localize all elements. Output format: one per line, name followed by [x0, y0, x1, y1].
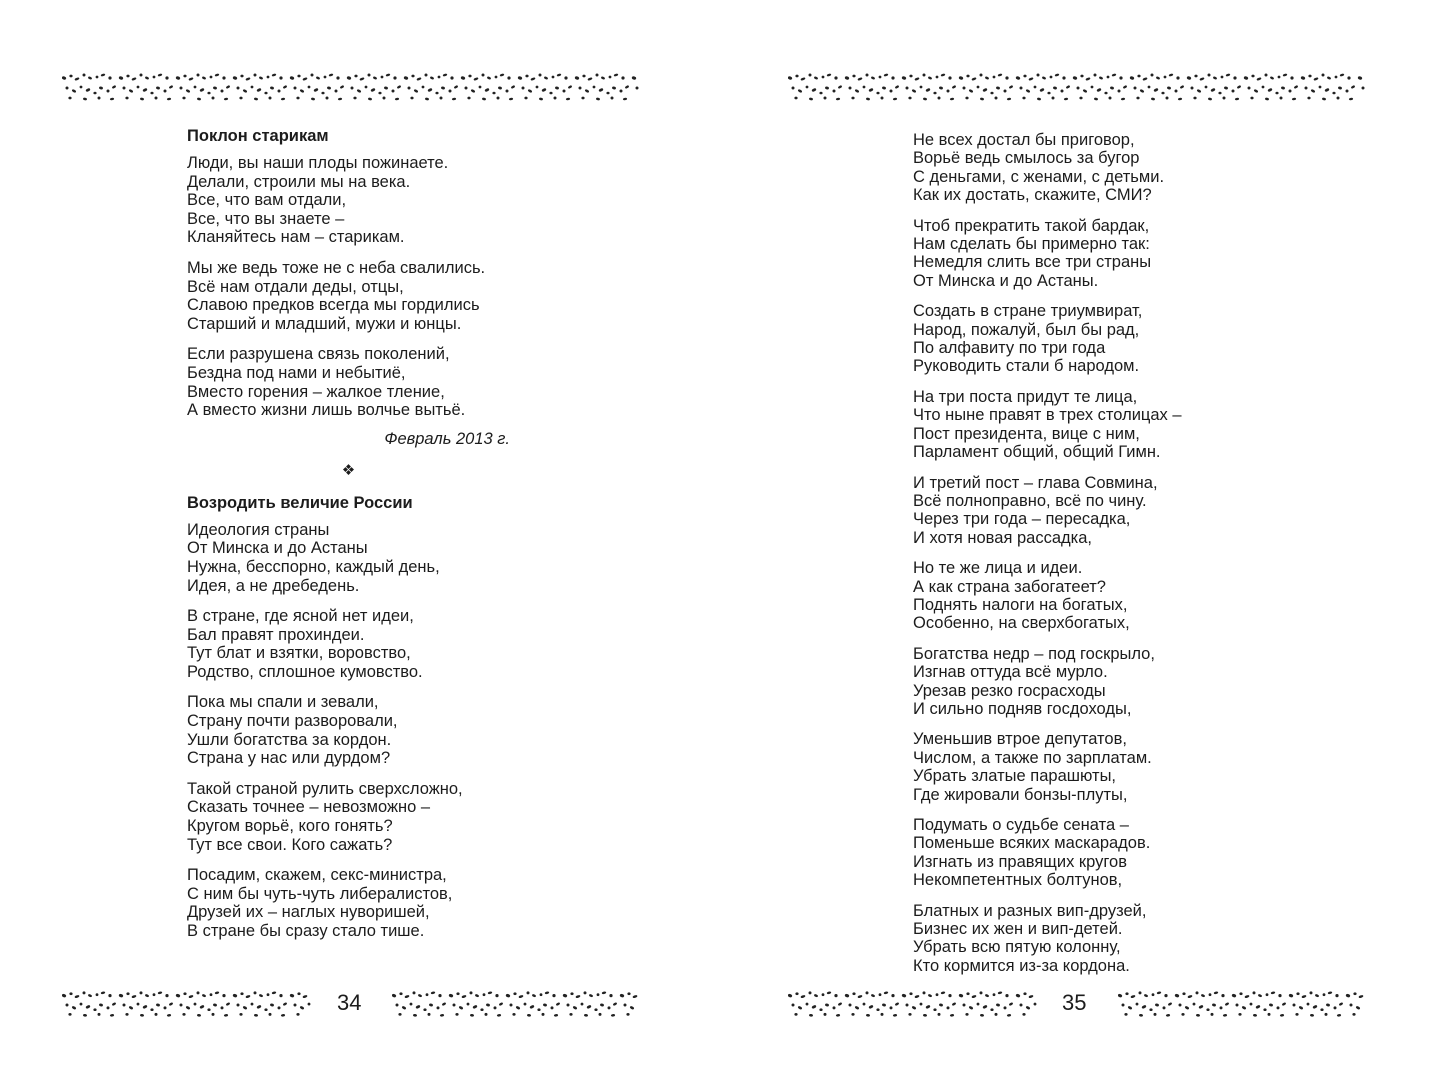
verse-line: Не всех достал бы приговор,: [913, 131, 1135, 149]
verse-line: Все, что вам отдали,: [187, 191, 347, 210]
verse-line: Ворьё ведь смылось за бугор: [913, 149, 1140, 168]
verse-line: Славою предков всегда мы гордились: [187, 296, 480, 315]
ornament-dots: [62, 991, 310, 1017]
stanza: [187, 693, 587, 767]
right-page-text: [913, 131, 1313, 975]
verse-line: Идеология страны: [187, 520, 330, 539]
verse-line: Делали, строили мы на века.: [187, 172, 411, 191]
verse-line: Пост президента, вице с ним,: [913, 424, 1140, 443]
stanza: [913, 217, 1313, 291]
verse-line: Страна у нас или дурдом?: [187, 749, 391, 768]
stanza: [913, 816, 1313, 890]
bottom-ornament-right: [1118, 988, 1366, 1018]
verse-line: Убрать всю пятую колонну,: [913, 938, 1121, 957]
verse-line: Старший и младший, мужи и юнцы.: [187, 314, 462, 333]
verse-line: Немедля слить все три страны: [913, 253, 1152, 272]
verse-line: Урезав резко госрасходы: [913, 681, 1106, 700]
verse-line: Посадим, скажем, секс-министра,: [187, 866, 447, 885]
stanza: [913, 474, 1313, 548]
verse-line: Тут блат и взятки, воровство,: [187, 644, 411, 663]
verse-line: В стране, где ясной нет идеи,: [187, 607, 414, 626]
verse-line: Мы же ведь тоже не с неба свалились.: [187, 258, 486, 277]
verse-line: Ушли богатства за кордон.: [187, 730, 392, 749]
verse-line: Страну почти разворовали,: [187, 712, 398, 731]
verse-line: Чтоб прекратить такой бардак,: [913, 216, 1150, 235]
verse-line: Но те же лица и идеи.: [913, 559, 1083, 578]
ornament-dots: [788, 73, 1365, 100]
verse-line: Некомпетентных болтунов,: [913, 871, 1123, 890]
verse-line: Поменьше всяких маскарадов.: [913, 834, 1151, 853]
verse-line: Убрать златые парашюты,: [913, 767, 1117, 786]
stanza: [187, 866, 587, 940]
verse-line: От Минска и до Астаны: [187, 539, 368, 558]
stanza: [913, 730, 1313, 804]
stanza: [913, 131, 1313, 205]
verse-line: Нужна, бесспорно, каждый день,: [187, 557, 440, 576]
verse-line: Народ, пожалуй, был бы рад,: [913, 320, 1140, 339]
verse-line: Сказать точнее – невозможно –: [187, 798, 431, 817]
top-ornament-border: [788, 70, 1368, 102]
verse-line: Через три года – пересадка,: [913, 510, 1131, 529]
stanza: [913, 388, 1313, 462]
poem-title: Возродить величие России: [187, 493, 413, 512]
bottom-ornament-left: [62, 988, 314, 1018]
verse-line: Все, что вы знаете –: [187, 209, 345, 228]
stanza: [913, 902, 1313, 976]
verse-line: Нам сделать бы примерно так:: [913, 235, 1150, 254]
verse-line: А вместо жизни лишь волчье вытьё.: [187, 401, 466, 420]
verse-line: Такой страной рулить сверхсложно,: [187, 779, 463, 798]
section-divider-icon: ❖: [341, 460, 356, 479]
stanza: [187, 607, 587, 681]
verse-line: Изгнав оттуда всё мурло.: [913, 663, 1108, 682]
verse-line: В стране бы сразу стало тише.: [187, 922, 425, 940]
verse-line: На три поста придут те лица,: [913, 387, 1138, 406]
ornament-dots: [62, 73, 639, 100]
verse-line: Всё нам отдали деды, отцы,: [187, 277, 404, 296]
stanza: [187, 521, 587, 595]
verse-line: С ним бы чуть-чуть либералистов,: [187, 884, 453, 903]
verse-line: Всё полноправно, всё по чину.: [913, 491, 1147, 510]
verse-line: Люди, вы наши плоды пожинаете.: [187, 154, 449, 172]
verse-line: Бизнес их жен и вип-детей.: [913, 920, 1123, 939]
verse-line: Создать в стране триумвират,: [913, 302, 1143, 321]
verse-line: Богатства недр – под госкрыло,: [913, 644, 1155, 663]
verse-line: Родство, сплошное кумовство.: [187, 662, 423, 681]
verse-line: Особенно, на сверхбогатых,: [913, 614, 1130, 633]
verse-line: Друзей их – наглых нуворишей,: [187, 903, 430, 922]
poem-date: Февраль 2013 г.: [384, 429, 510, 448]
stanza: [187, 780, 587, 854]
verse-line: Руководить стали б народом.: [913, 357, 1140, 376]
stanza: [187, 345, 587, 419]
verse-line: Кругом ворьё, кого гонять?: [187, 817, 393, 836]
verse-line: Числом, а также по зарплатам.: [913, 748, 1152, 767]
verse-line: Кто кормится из-за кордона.: [913, 956, 1130, 975]
left-page-text: [187, 127, 587, 941]
stanza: [913, 559, 1313, 633]
verse-line: По алфавиту по три года: [913, 339, 1106, 358]
verse-line: Кланяйтесь нам – старикам.: [187, 228, 405, 247]
right-page: [720, 0, 1440, 1080]
poem-body: [187, 521, 587, 941]
verse-line: Бездна под нами и небытиё,: [187, 363, 406, 382]
ornament-dots: [1118, 991, 1364, 1017]
verse-line: Пока мы спали и зевали,: [187, 693, 379, 712]
verse-line: Если разрушена связь поколений,: [187, 345, 450, 364]
verse-line: Вместо горения – жалкое тление,: [187, 382, 445, 401]
page-number: 35: [1062, 990, 1087, 1015]
bottom-ornament-right: [392, 988, 640, 1018]
poem-body: [187, 154, 587, 420]
verse-line: Подумать о судьбе сената –: [913, 816, 1129, 834]
stanza: [187, 259, 587, 333]
stanza: [913, 645, 1313, 719]
ornament-dots: [392, 991, 638, 1017]
verse-line: Тут все свои. Кого сажать?: [187, 835, 393, 854]
stanza: [913, 302, 1313, 376]
verse-line: И хотя новая рассадка,: [913, 528, 1092, 547]
bottom-ornament-left: [788, 988, 1040, 1018]
verse-line: И сильно подняв госдоходы,: [913, 699, 1132, 718]
poem-title: Поклон старикам: [187, 127, 329, 145]
ornament-dots: [788, 991, 1036, 1017]
verse-line: Бал правят прохиндеи.: [187, 625, 365, 644]
verse-line: Что ныне правят в трех столицах –: [913, 406, 1182, 425]
verse-line: Как их достать, скажите, СМИ?: [913, 186, 1152, 205]
verse-line: Изгнать из правящих кругов: [913, 852, 1127, 871]
verse-line: Идея, а не дребедень.: [187, 576, 360, 595]
verse-line: От Минска и до Астаны.: [913, 271, 1099, 290]
top-ornament-border: [62, 70, 642, 102]
verse-line: Парламент общий, общий Гимн.: [913, 443, 1161, 462]
verse-line: Где жировали бонзы-плуты,: [913, 785, 1128, 804]
verse-line: Блатных и разных вип-друзей,: [913, 901, 1147, 920]
verse-line: Поднять налоги на богатых,: [913, 595, 1128, 614]
verse-line: И третий пост – глава Совмина,: [913, 473, 1158, 492]
page-number: 34: [337, 990, 362, 1015]
verse-line: С деньгами, с женами, с детьми.: [913, 167, 1165, 186]
stanza: [187, 154, 587, 247]
verse-line: Уменьшив втрое депутатов,: [913, 730, 1127, 749]
verse-line: А как страна забогатеет?: [913, 577, 1106, 596]
